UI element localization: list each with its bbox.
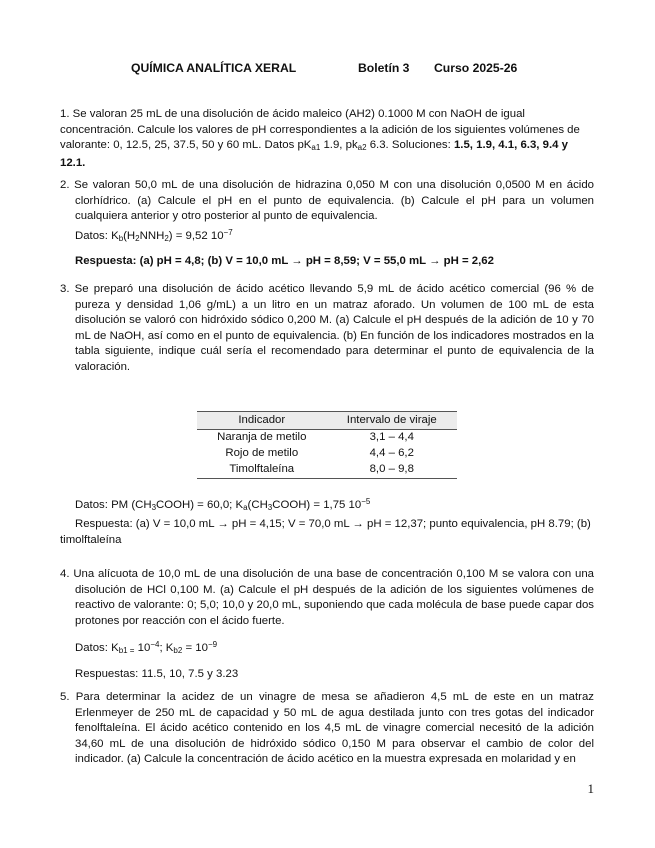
question-2-data: Datos: $K_b(H_2NNH_2) = 9,52$ $10^{-7}$ bbox=[75, 227, 233, 243]
document-header bbox=[0, 61, 655, 77]
course-year: Curso 2025-26 bbox=[434, 61, 518, 75]
question-5 bbox=[60, 690, 594, 768]
indicator-name: Rojo de metilo bbox=[225, 447, 299, 460]
course-title: QUÍMICA ANALÍTICA XERAL bbox=[131, 61, 297, 75]
question-1-text: 1. Se valoran 25 mL de una disolución de ácido maleico (AH2) 0.1000 M con NaOH de igual concentración. Calcule los valores de pH correspondientes a la adición de los siguientes volúmenes de valorante: 0, 12.5, 25, 37.5, 50 y 60 mL. Datos pK bbox=[60, 108, 580, 152]
question-4-answers: Respuestas: 11.5, 10, 7.5 y 3.23 bbox=[75, 667, 239, 680]
indicator-range: 4,4 – 6,2 bbox=[369, 447, 414, 460]
table-row bbox=[197, 446, 457, 462]
table-row bbox=[197, 462, 457, 479]
question-3-answer: Respuesta: (a) V = 10,0 mL → pH = 4,15; V = 70,0 mL → pH = 12,37; punto equivalencia, pH 8.79; (b) timolftaleína bbox=[60, 518, 591, 546]
table-row bbox=[197, 430, 457, 447]
question-2-text: 2. Se valoran 50,0 mL de una disolución de hidrazina 0,050 M con una disolución 0,0500 M en ácido clorhídrico. (a) Calcule el pH en el punto de equivalencia. (b) Calcule el pH para un volumen cualquiera anterior y otro posterior al punto de equivalencia. bbox=[60, 179, 594, 223]
question-2 bbox=[60, 178, 594, 270]
question-3 bbox=[60, 282, 594, 376]
question-1: 1. Se valoran 25 mL de una disolución de ácido maleico (AH2) 0.1000 M con NaOH de igual concentración. Calcule los valores de pH correspondientes a la adición de los siguientes volúmenes de valorante: 0, 12.5, 25, 37.5, 50 y 60 mL. Datos $pK_{a1}$ 1.9, $pk_{a2}$ 6.3. Soluciones: 1.5, 1.9, 4.1, 6.3, 9.4 y 12.1. bbox=[60, 108, 580, 169]
question-3-text: 3. Se preparó una disolución de ácido acético llevando 5,9 mL de ácido acético comercial (96 % de pureza y densidad 1,06 g/mL) a un litro en un matraz aforado. Un volumen de 100 mL de esta disolución se valoró con hidróxido sódico 0,200 M. (a) Calcule el pH después de la adición de 10 y 70 mL de NaOH, así como en el punto de equivalencia. (b) En función de los indicadores mostrados en la tabla siguiente, indique cuál sería el recomendado para determinar el punto de equivalencia de la valoración. bbox=[60, 283, 594, 373]
column-header-indicator: Indicador bbox=[197, 412, 327, 430]
indicator-name: Naranja de metilo bbox=[217, 431, 307, 444]
question-4-data: Datos: $K_{b1 =}$ $10^{-4}$; $K_{b2} = 10^{-9}$ bbox=[75, 640, 218, 656]
indicator-table bbox=[197, 411, 457, 479]
question-4 bbox=[60, 567, 594, 683]
indicator-table-header bbox=[197, 412, 457, 430]
question-5-text: 5. Para determinar la acidez de un vinagre de mesa se añadieron 4,5 mL de este en un matraz Erlenmeyer de 250 mL de capacidad y 50 mL de agua destilada junto con tres gotas del indicador fenolftaleína. El ácido acético contenido en los 4,5 mL de vinagre comercial necesitó de la adición 34,60 mL de una disolución de hidróxido sódico 0,150 M para observar el cambio de color del indicador. (a) Calcule la concentración de ácido acético en la muestra expresada en molaridad y en bbox=[60, 691, 594, 766]
question-4-text: 4. Una alícuota de 10,0 mL de una disolución de una base de concentración 0,100 M se valora con una disolución de HCl 0,100 M. (a) Calcule el pH después de la adición de los siguientes volúmenes de reactivo de valorante: 0; 5,0; 10,0 y 20,0 mL, suponiendo que cada molécula de base puede capar dos protones por reacción con el ácido fuerte. bbox=[60, 568, 594, 627]
question-2-answer: Respuesta: (a) pH = 4,8; (b) V = 10,0 mL → pH = 8,59; V = 55,0 mL → pH = 2,62 bbox=[75, 255, 494, 268]
column-header-range: Intervalo de viraje bbox=[327, 412, 457, 430]
indicator-range: 8,0 – 9,8 bbox=[327, 462, 457, 479]
indicator-name: Timolftaleína bbox=[197, 462, 327, 479]
bulletin-label: Boletín 3 bbox=[358, 61, 410, 75]
question-1-answers: 1.5, 1.9, 4.1, 6.3, 9.4 y 12.1. bbox=[60, 139, 568, 169]
page-number: 1 bbox=[587, 781, 594, 796]
indicator-range: 3,1 – 4,4 bbox=[369, 431, 414, 444]
question-3-data: Datos: PM $(CH_3COOH) = 60,0$; $K_a(CH_3COOH) = 1,75$ $10^{-5}$ bbox=[75, 497, 371, 512]
